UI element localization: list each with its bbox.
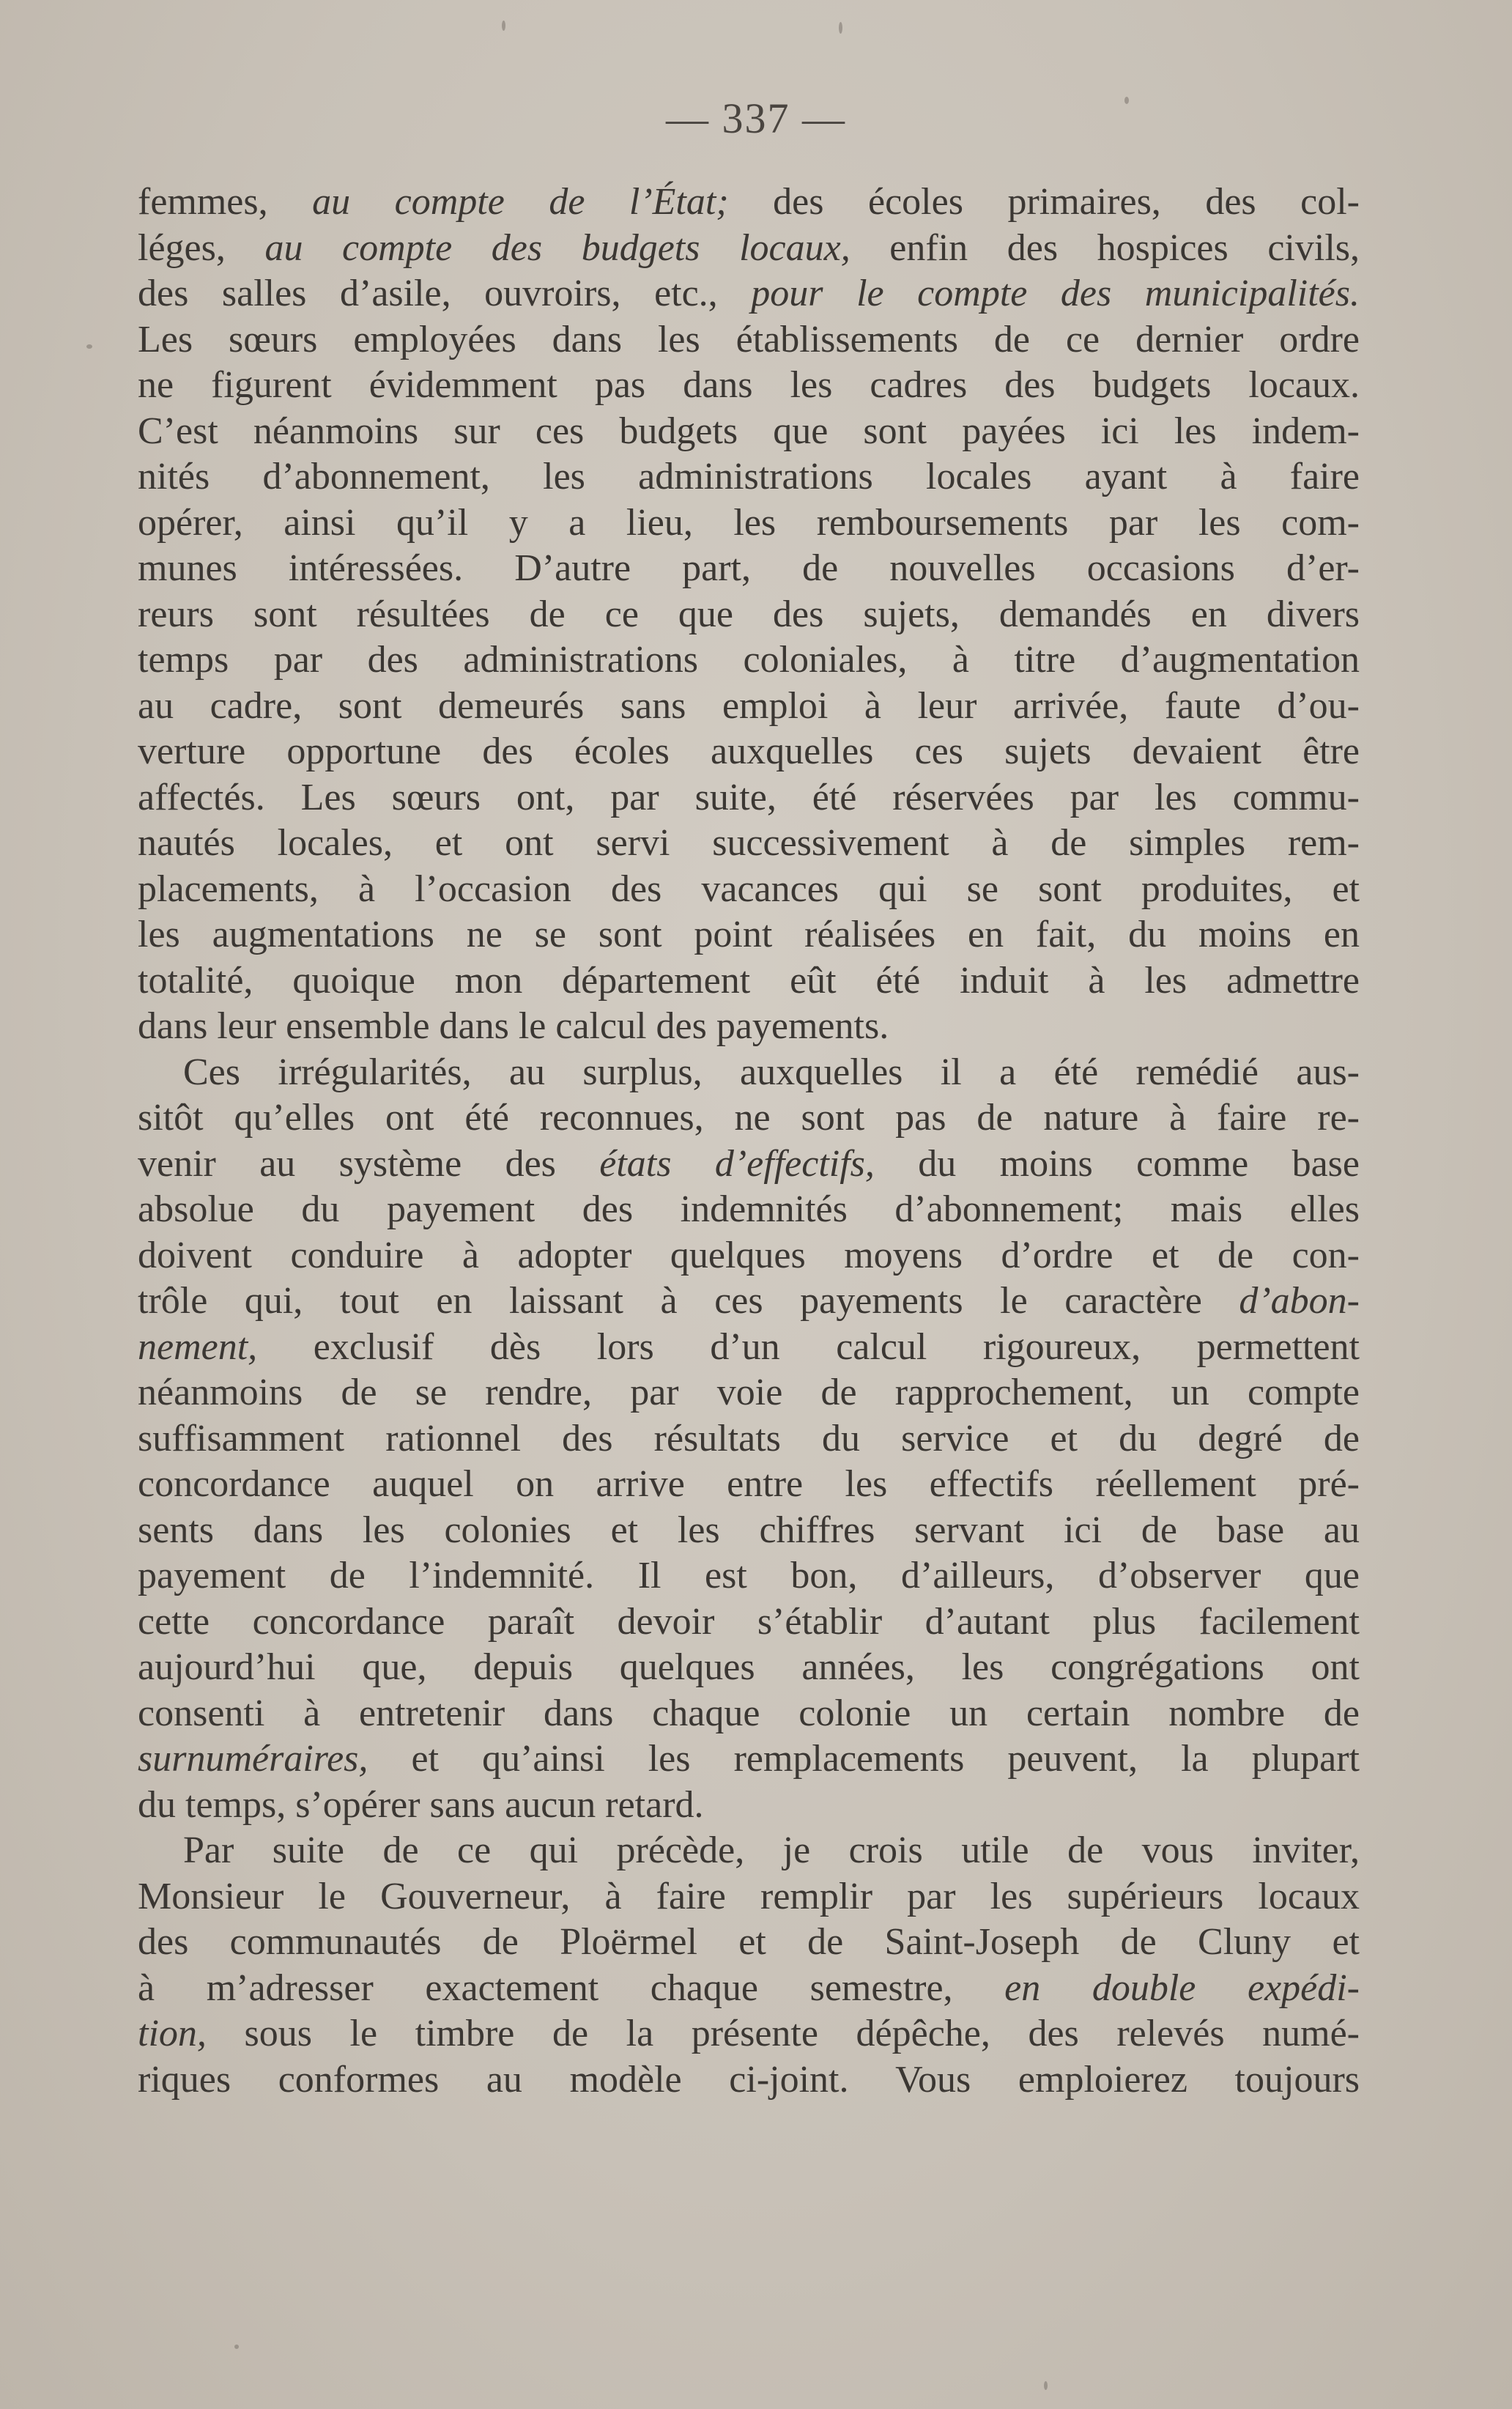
text-line: Par suite de ce qui précède, je crois utile de vous inviter, (183, 1829, 1360, 1871)
text-line: des salles d’asile, ouvroirs, etc., pour le compte des municipalités. (138, 273, 1360, 314)
text-line: placements, à l’occasion des vacances qui se sont produites, et (138, 867, 1360, 910)
text-line: au cadre, sont demeurés sans emploi à leur arrivée, faute d’ou- (138, 684, 1360, 727)
text-line: concordance auquel on arrive entre les effectifs réellement pré- (138, 1463, 1360, 1505)
text-line: dans leur ensemble dans le calcul des payements. (138, 1005, 889, 1047)
text-line: reurs sont résultées de ce que des sujets, demandés en divers (138, 593, 1360, 635)
text-line: léges, au compte des budgets locaux, enfin des hospices civils, (138, 226, 1360, 269)
document-body (138, 180, 1360, 2103)
text-line: des communautés de Ploërmel et de Saint-Joseph de Cluny et (138, 1921, 1360, 1963)
text-line: doivent conduire à adopter quelques moyens d’ordre et de con- (138, 1234, 1360, 1276)
paper-speck (1124, 97, 1129, 104)
text-line: surnuméraires, et qu’ainsi les remplacements peuvent, la plupart (138, 1738, 1360, 1780)
text-line: ne figurent évidemment pas dans les cadres des budgets locaux. (138, 364, 1360, 406)
paper-speck (86, 344, 92, 349)
text-line: néanmoins de se rendre, par voie de rapprochement, un compte (138, 1372, 1360, 1413)
text-line: temps par des administrations coloniales, à titre d’augmentation (138, 639, 1360, 681)
text-line: opérer, ainsi qu’il y a lieu, les remboursements par les com- (138, 501, 1360, 544)
text-line: nités d’abonnement, les administrations locales ayant à faire (138, 456, 1360, 497)
text-line: trôle qui, tout en laissant à ces payements le caractère d’abon- (138, 1280, 1360, 1322)
text-line: venir au système des états d’effectifs, du moins comme base (138, 1142, 1360, 1185)
text-line: tion, sous le timbre de la présente dépêche, des relevés numé- (138, 2013, 1360, 2054)
text-line: payement de l’indemnité. Il est bon, d’ailleurs, d’observer que (138, 1555, 1360, 1596)
text-line: Les sœurs employées dans les établissements de ce dernier ordre (138, 318, 1360, 360)
text-line: verture opportune des écoles auxquelles ces sujets devaient être (138, 730, 1360, 772)
page-number: — 337 — (666, 95, 846, 142)
text-line: absolue du payement des indemnités d’abonnement; mais elles (138, 1188, 1360, 1230)
text-line: femmes, au compte de l’État; des écoles primaires, des col- (138, 181, 1360, 223)
paper-speck (1044, 2381, 1048, 2390)
paper-speck (502, 21, 505, 31)
text-line: du temps, s’opérer sans aucun retard. (138, 1783, 704, 1826)
text-line: les augmentations ne se sont point réalisées en fait, du moins en (138, 914, 1360, 955)
text-line: cette concordance paraît devoir s’établir d’autant plus facilement (138, 1600, 1360, 1643)
text-line: munes intéressées. D’autre part, de nouvelles occasions d’er- (138, 547, 1360, 589)
paper-speck (234, 2345, 239, 2349)
text-line: C’est néanmoins sur ces budgets que sont payées ici les indem- (138, 410, 1360, 452)
text-line: à m’adresser exactement chaque semestre, en double expédi- (138, 1966, 1360, 2009)
text-line: nautés locales, et ont servi successivement à de simples rem- (138, 822, 1360, 864)
text-line: consenti à entretenir dans chaque colonie un certain nombre de (138, 1692, 1360, 1734)
text-line: suffisamment rationnel des résultats du service et du degré de (138, 1417, 1360, 1459)
paper-speck (839, 22, 842, 34)
text-line: aujourd’hui que, depuis quelques années, les congrégations ont (138, 1646, 1360, 1688)
text-line: Ces irrégularités, au surplus, auxquelles il a été remédié aus- (183, 1051, 1360, 1093)
text-line: Monsieur le Gouverneur, à faire remplir par les supérieurs locaux (138, 1875, 1360, 1917)
text-line: affectés. Les sœurs ont, par suite, été réservées par les commu- (138, 776, 1360, 818)
text-line: sitôt qu’elles ont été reconnues, ne sont pas de nature à faire re- (138, 1097, 1360, 1139)
text-line: nement, exclusif dès lors d’un calcul rigoureux, permettent (138, 1325, 1360, 1368)
text-line: totalité, quoique mon département eût été induit à les admettre (138, 959, 1360, 1002)
text-line: sents dans les colonies et les chiffres servant ici de base au (138, 1509, 1360, 1551)
text-line: riques conformes au modèle ci-joint. Vous emploierez toujours (138, 2058, 1360, 2101)
